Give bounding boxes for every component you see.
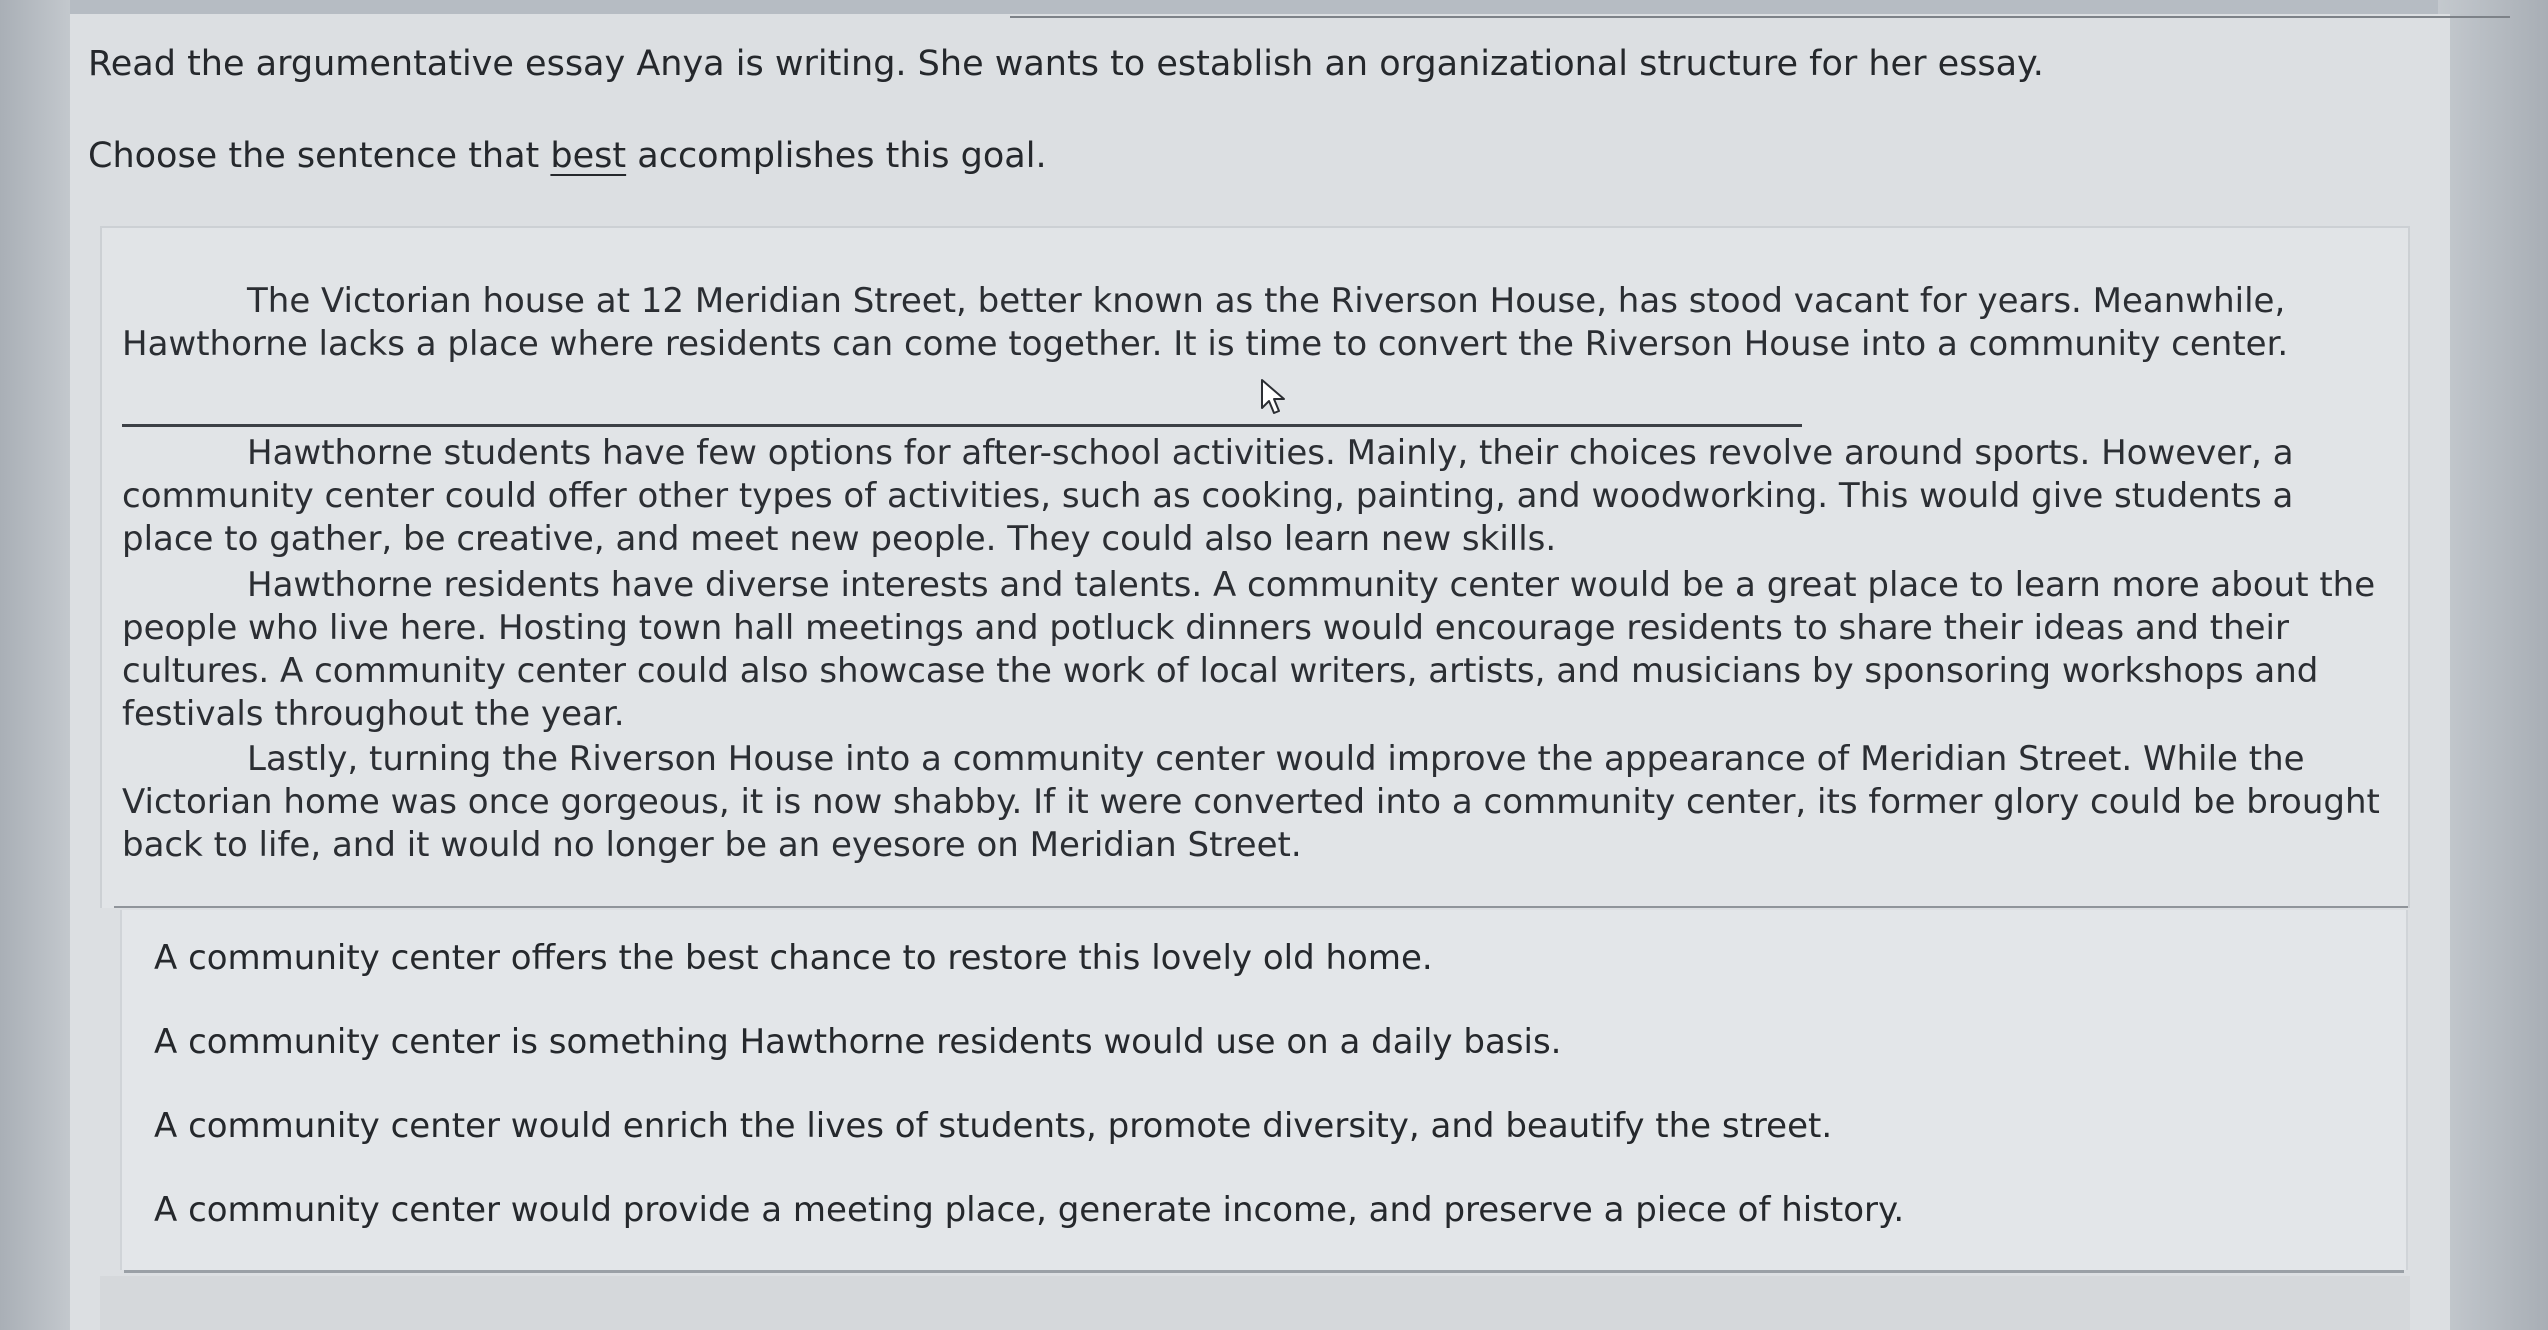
top-divider	[1010, 16, 2510, 18]
answer-blank-line[interactable]	[122, 424, 1802, 427]
essay-divider	[114, 906, 2408, 908]
choices-bottom-border	[124, 1270, 2404, 1273]
essay-paragraph-students: Hawthorne students have few options for after-school activities. Mainly, their choices revolve around sports. However, a community center could offer other types of activities, such as cooking, painting, and woodworking. This would give students a place to gather, be creative, and meet new people. They could also learn new skills.	[122, 433, 2294, 559]
page-footer-area	[100, 1276, 2410, 1330]
screen-bezel-right	[2438, 0, 2548, 1330]
answer-choice-3[interactable]: A community center would enrich the lives of students, promote diversity, and beautify the street.	[154, 1106, 1833, 1146]
mouse-pointer-icon	[1260, 378, 1286, 416]
essay-paragraph-residents: Hawthorne residents have diverse interests and talents. A community center would be a great place to learn more about the people who live here. Hosting town hall meetings and potluck dinners would encourage residents to share their ideas and their cultures. A community center could also showcase the work of local writers, artists, and musicians by sponsoring workshops and festivals throughout the year.	[122, 565, 2376, 734]
answer-choice-2[interactable]: A community center is something Hawthorne residents would use on a daily basis.	[154, 1022, 1562, 1062]
answer-choice-1[interactable]: A community center offers the best chance to restore this lovely old home.	[154, 938, 1433, 978]
directive-text-end: accomplishes this goal.	[626, 136, 1047, 176]
directive-emphasis-word: best	[550, 136, 627, 176]
answer-choices	[120, 910, 2408, 1270]
question-instruction: Read the argumentative essay Anya is writing. She wants to establish an organizational structure for her essay.	[88, 44, 2044, 84]
screen-bezel-left	[0, 0, 70, 1330]
essay-passage	[100, 226, 2410, 908]
question-page	[70, 14, 2450, 1330]
essay-paragraph-appearance: Lastly, turning the Riverson House into a community center would improve the appearance of Meridian Street. While the Victorian home was once gorgeous, it is now shabby. If it were converted into a community center, its former glory could be brought back to life, and it would no longer be an eyesore on Meridian Street.	[122, 739, 2380, 865]
question-directive	[88, 136, 1047, 176]
directive-text-start: Choose the sentence that	[88, 136, 551, 176]
essay-paragraph-intro: The Victorian house at 12 Meridian Street, better known as the Riverson House, has stood vacant for years. Meanwhile, Hawthorne lacks a place where residents can come together. It is time to convert the Riverson House into a community center.	[122, 281, 2289, 364]
answer-choice-4[interactable]: A community center would provide a meeting place, generate income, and preserve a piece of history.	[154, 1190, 1905, 1230]
